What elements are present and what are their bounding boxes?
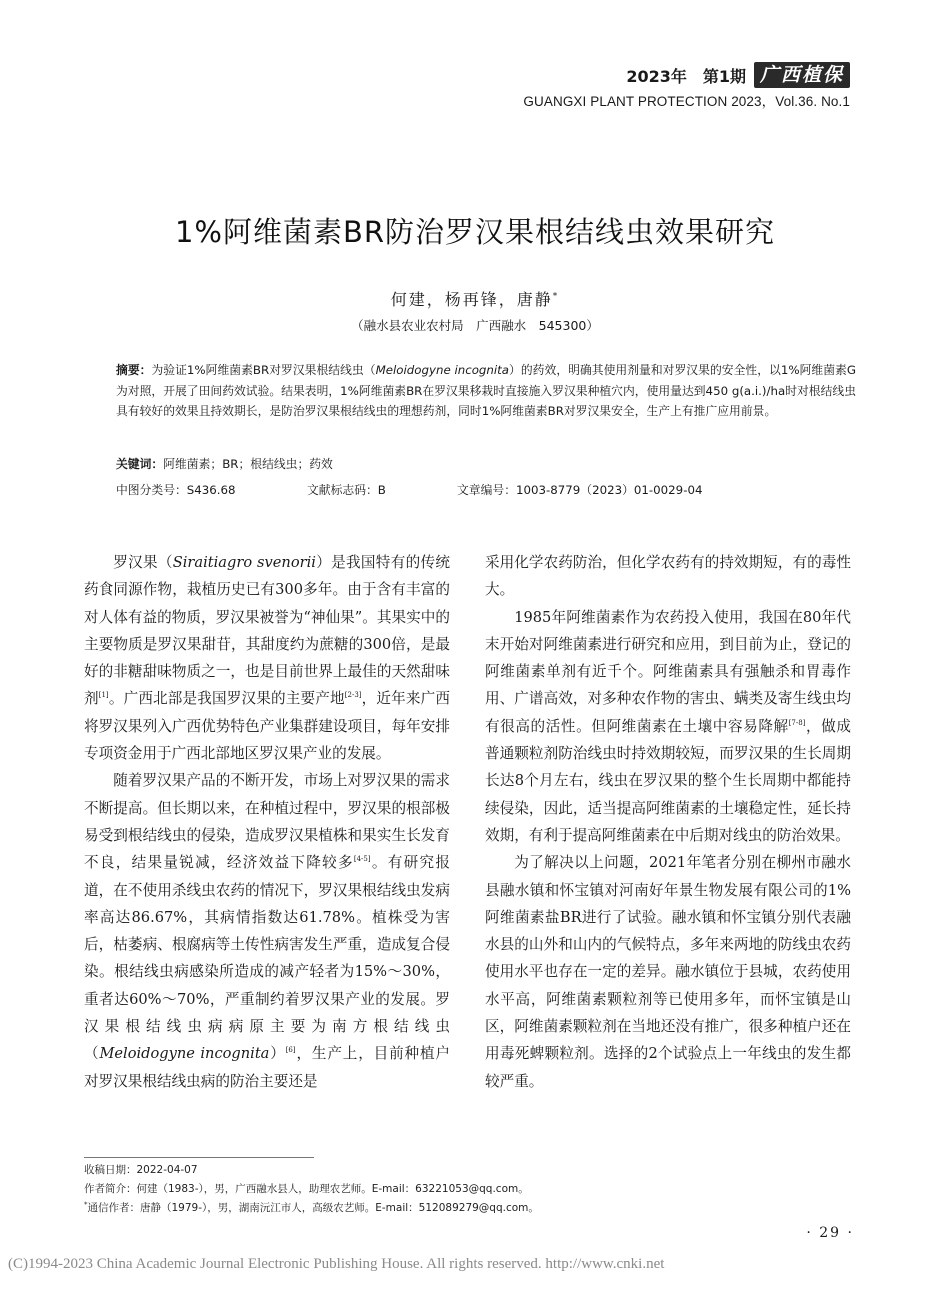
body-paragraph: 采用化学农药防治，但化学农药有的持效期短，有的毒性大。 [485,554,851,599]
copyright-watermark: (C)1994-2023 China Academic Journal Electronic Publishing House. All rights reserved. http://www.cnki.net [8,1256,665,1272]
doc-code: 文献标志码：B [307,483,386,497]
abstract-label: 摘要： [116,363,152,377]
received-date: 收稿日期：2022-04-07 [84,1164,198,1176]
body-paragraph: 随着罗汉果产品的不断开发，市场上对罗汉果的需求不断提高。但长期以来，在种植过程中，罗汉果的根部极易受到根结线虫的侵染，造成罗汉果植株和果实生长发育不良，结果量锐减，经济效益下降较多[4-5]。有研究报道，在不使用杀线虫农药的情况下，罗汉果根结线虫发病率高达86.67%，其病情指数达61.78%。植株受为害后，枯萎病、根腐病等土传性病害发生严重，造成复合侵染。根结线虫病感染所造成的减产轻者为15%～30%，重者达60%～70%，严重制约着罗汉果产业的发展。罗汉果根结线虫病病原主要为南方根结线虫（Meloidogyne incognita）[6]，生产上，目前种植户对罗汉果根结线虫病的防治主要还是 [84,772,450,1090]
journal-name: GUANGXI PLANT PROTECTION 2023，Vol.36. No.1 [523,94,850,109]
abstract-text-b: ）的药效，明确其使用剂量和对罗汉果的安全性，以1%阿维菌素G为对照，开展了田间药效试验。结果表明，1%阿维菌素BR在罗汉果移栽时直接施入罗汉果种植穴内，使用量达到450 g(a.i.)/ha时对根结线虫具有较好的效果且持效期长，是防治罗汉果根结线虫的理想药剂，同时1%阿维菌素BR对罗汉果安全，生产上有推广应用前景。 [116,363,856,418]
issue-label: 2023年 第1期 [626,66,746,86]
citation: [2-3] [344,691,362,700]
author-list [0,287,950,310]
author-bio: 作者简介：何建（1983-），男，广西融水县人，助理农艺师。E-mail：63221053@qq.com。 [84,1183,529,1195]
abstract-species: Meloidogyne incognita [375,363,510,377]
citation: [4-5] [353,855,371,864]
article-number: 文章编号：1003-8779（2023）01-0029-04 [457,483,703,497]
corresponding-author: *通信作者：唐静（1979-），男，湖南沅江市人，高级农艺师。E-mail：512089279@qq.com。 [84,1200,539,1214]
clc-number: 中图分类号：S436.68 [116,483,236,497]
citation: [7-8] [788,718,806,727]
paper-title: 1%阿维菌素BR防治罗汉果根结线虫效果研究 [174,215,776,249]
body-paragraph: 罗汉果（Siraitiagro svenorii）是我国特有的传统药食同源作物，栽植历史已有300多年。由于含有丰富的对人体有益的物质，罗汉果被誉为“神仙果”。其果实中的主要物质是罗汉果甜苷，其甜度约为蔗糖的300倍，是最好的非糖甜味物质之一，也是目前世界上最佳的天然甜味剂[1]。广西北部是我国罗汉果的主要产地[2-3]，近年来广西将罗汉果列入广西优势特色产业集群建设项目，每年安排专项资金用于广西北部地区罗汉果产业的发展。 [84,554,450,763]
species-name: Meloidogyne incognita [99,1045,270,1063]
corresponding-mark: * [552,291,560,302]
left-column [84,549,450,1095]
abstract [116,360,856,422]
journal-logo: 广西植保 [754,62,850,88]
abstract-text-a: 为验证1%阿维菌素BR对罗汉果根结线虫（ [151,363,376,377]
body-paragraph: 1985年阿维菌素作为农药投入使用，我国在80年代末开始对阿维菌素进行研究和应用，到目前为止，登记的阿维菌素单剂有近千个。阿维菌素具有强触杀和胃毒作用、广谱高效，对多种农作物的害虫、螨类及寄生线虫均有很高的活性。但阿维菌素在土壤中容易降解[7-8]，做成普通颗粒剂防治线虫时持效期较短，而罗汉果的生长周期长达8个月左右，线虫在罗汉果的整个生长周期中都能持续侵染，因此，适当提高阿维菌素的土壤稳定性，延长持效期，有利于提高阿维菌素在中后期对线虫的防治效果。 [485,608,851,844]
right-column [485,549,851,1095]
journal-header [523,62,850,110]
footnote-divider [84,1157,314,1158]
species-name: Siraitiagro svenorii [172,554,316,571]
citation: [1] [98,691,109,700]
keywords [116,455,333,472]
citation: [6] [285,1046,296,1055]
body-paragraph: 为了解决以上问题，2021年笔者分别在柳州市融水县融水镇和怀宝镇对河南好年景生物发展有限公司的1%阿维菌素盐BR进行了试验。融水镇和怀宝镇分别代表融水县的山外和山内的气候特点，多年来两地的防线虫农药使用水平也存在一定的差异。融水镇位于县城，农药使用水平高，阿维菌素颗粒剂等已使用多年，而怀宝镇是山区，阿维菌素颗粒剂在当地还没有推广，很多种植户还在用毒死蜱颗粒剂。选择的2个试验点上一年线虫的发生都较严重。 [485,854,851,1090]
authors-text: 何建，杨再锋，唐静 [390,290,553,309]
keywords-text: 阿维菌素；BR；根结线虫；药效 [163,457,333,471]
keywords-label: 关键词： [116,457,164,471]
page-number: · 29 · [806,1225,854,1241]
affiliation: （融水县农业农村局 广西融水 545300） [351,318,599,333]
